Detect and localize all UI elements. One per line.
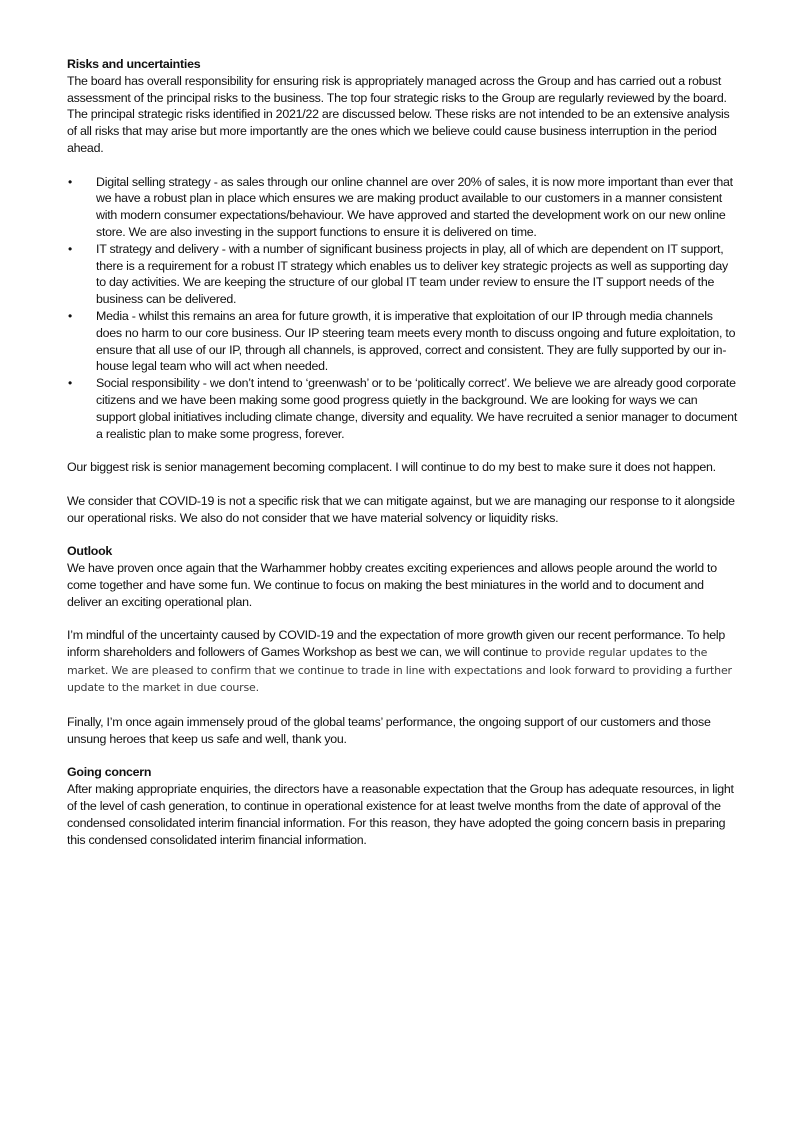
spacer	[67, 748, 739, 765]
spacer	[67, 526, 739, 543]
list-item	[67, 174, 739, 241]
risks-intro: The board has overall responsibility for ensuring risk is appropriately managed across the Group and has carried out a robust assessment of the principal risks to the business. The top four strategic risks to the Group are regularly reviewed by the board. The principal strategic risks identified in 2021/22 are discussed below. These risks are not intended to be an extensive analysis of all risks that may arise but more importantly are the ones which we believe could cause business interruption in the period ahead.	[67, 73, 730, 155]
biggest-risk-paragraph: Our biggest risk is senior management becoming complacent. I will continue to do my best to make sure it does not happen.	[67, 460, 716, 475]
spacer	[67, 610, 739, 627]
bullet-icon: •	[68, 376, 72, 391]
outlook-paragraph-2-part-2: to provide regular updates to the market. We are pleased to confirm that we continue to trade in line with expectations and look forward to providing a further update to the market in due course.	[67, 645, 732, 695]
going-concern-heading: Going concern	[67, 765, 152, 780]
outlook-paragraph-2	[67, 627, 739, 697]
bullet-icon: •	[68, 174, 72, 189]
risk-list	[67, 174, 739, 443]
outlook-paragraph-2-part-1: I’m mindful of the uncertainty caused by COVID-19 and the expectation of more growth given our recent performance. To help inform shareholders and followers of Games Workshop as best we can, we will continue	[67, 628, 726, 659]
risks-heading: Risks and uncertainties	[67, 57, 201, 71]
spacer	[67, 442, 739, 459]
list-item	[67, 375, 739, 442]
spacer	[67, 476, 739, 493]
outlook-paragraph-3: Finally, I’m once again immensely proud of the global teams’ performance, the ongoing support of our customers and those unsung heroes that keep us safe and well, thank you.	[67, 715, 711, 746]
outlook-heading: Outlook	[67, 544, 113, 559]
going-concern-paragraph: After making appropriate enquiries, the directors have a reasonable expectation that the Group has adequate resources, in light of the level of cash generation, to continue in operational existence for at least twelve months from the date of approval of the condensed consolidated interim financial information. For this reason, they have adopted the going concern basis in preparing this condensed consolidated interim financial information.	[67, 782, 734, 847]
bullet-icon: •	[68, 308, 72, 323]
spacer	[67, 157, 739, 174]
covid-paragraph: We consider that COVID-19 is not a specific risk that we can mitigate against, but we are managing our response to it alongside our operational risks. We also do not consider that we have material solvency or liquidity risks.	[67, 493, 735, 525]
risk-text: Media - whilst this remains an area for future growth, it is imperative that exploitation of our IP through media channels does no harm to our core business. Our IP steering team meets every month to discuss ongoing and future exploitation, to ensure that all use of our IP, through all channels, is approved, correct and consistent. They are fully supported by our in-house legal team who will act when needed.	[96, 308, 736, 374]
spacer	[67, 697, 739, 714]
risk-text: IT strategy and delivery - with a number of significant business projects in play, all of which are dependent on IT support, there is a requirement for a robust IT strategy which enables us to deliver key strategic projects as well as supporting day to day activities. We are keeping the structure of our global IT team under review to ensure the IT support needs of the business can be delivered.	[96, 241, 728, 307]
list-item	[67, 241, 739, 308]
risk-text: Digital selling strategy - as sales through our online channel are over 20% of sales, it is now more important than ever that we have a robust plan in place which ensures we are making product available to our customers in a manner consistent with modern consumer expectations/behaviour. We have approved and started the development work on our new online store. We are also investing in the support functions to ensure it is delivered on time.	[96, 174, 733, 239]
outlook-paragraph-1: We have proven once again that the Warhammer hobby creates exciting experiences and allows people around the world to come together and have some fun. We continue to focus on making the best miniatures in the world and to document and deliver an exciting operational plan.	[67, 560, 717, 609]
bullet-icon: •	[68, 241, 72, 256]
document-page	[67, 56, 739, 848]
risk-text: Social responsibility - we don’t intend to ‘greenwash’ or to be ‘politically correct’. We believe we are already good corporate citizens and we have been making some good progress quietly in the background. We are looking for ways we can support global initiatives including climate change, diversity and equality. We have recruited a senior manager to document a realistic plan to make some progress, forever.	[96, 376, 738, 441]
list-item	[67, 308, 739, 375]
